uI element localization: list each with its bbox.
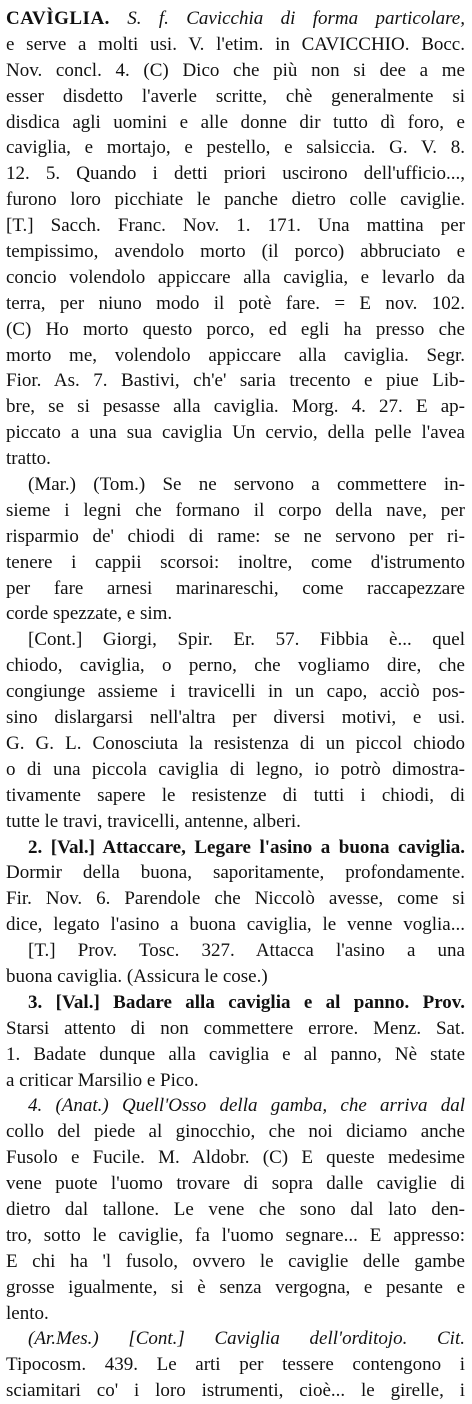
text-line: Nov. concl. 4. (C) Dico che più non si dee a me [6, 59, 465, 81]
text-line: tro, sotto le caviglie, fa l'uomo segnare... E appresso: [6, 1224, 465, 1246]
text-line: sciamitari co' i loro istrumenti, cioè... le girelle, i [6, 1380, 465, 1402]
text-line: bre, se si pesasse alla caviglia. Morg. 4. 27. E ap- [6, 396, 465, 418]
headword: CAVÌGLIA. [6, 8, 110, 29]
text-line: 12. 5. Quando i detti priori uscirono dell'ufficio..., [6, 163, 465, 185]
text-line: lento. [6, 1302, 49, 1324]
sense-2-label: 2. [Val.] Attaccare, Legare l'asino a buona caviglia. [28, 836, 465, 858]
text-line: terra, per niuno modo il potè fare. = E nov. 102. [6, 292, 465, 314]
sense-2-body [6, 860, 465, 989]
entry-first-line [6, 6, 465, 32]
text-line: esser disdetto l'averle scritte, chè generalmente si [6, 85, 465, 107]
text-line: o di una piccola caviglia di legno, io potrò dimostra- [6, 758, 465, 780]
text-line: dice, legato l'asino a buona caviglia, le venne voglia... [6, 914, 465, 936]
text-line: collo del piede al ginocchio, che noi diciamo anche [6, 1121, 465, 1143]
text-line: risparmio de' chiodi di rame: se ne servono per ri- [6, 525, 465, 547]
sense-5-body [6, 1352, 465, 1404]
text-line: Fior. As. 7. Bastivi, ch'e' saria trecento e piue Lib- [6, 370, 465, 392]
text-line: corde spezzate, e sim. [6, 603, 173, 625]
text-line: 1. Badate dunque alla caviglia e al panno, Nè state [6, 1043, 465, 1065]
text-line: tivamente sapere le resistenze di tutti i chiodi, di [6, 784, 465, 806]
text-line: Tipocosm. 439. Le arti per tessere contengono i [6, 1354, 465, 1376]
sense-3-body [6, 1016, 465, 1094]
text-line: G. G. L. Conosciuta la resistenza di un piccol chiodo [6, 732, 465, 754]
sense-4-body [6, 1119, 465, 1326]
sense-5-label: (Ar.Mes.) [Cont.] Caviglia dell'orditojo. Cit. [28, 1328, 465, 1350]
text-line: vene puote l'uomo trovare di sopra dalle caviglie di [6, 1173, 465, 1195]
sense-3-heading [6, 990, 465, 1016]
text-line: concio volendolo appiccare alla caviglia, e levarlo da [6, 266, 465, 288]
text-line: disdica agli uomini e alle donne dir tutto dì foro, e [6, 111, 465, 133]
sense-4-heading [6, 1093, 465, 1119]
entry-body [6, 32, 465, 835]
text-line: congiunge assieme i travicelli in un capo, acciò pos- [6, 681, 465, 703]
text-line: dietro dal tallone. Le vene che sono dal lato den- [6, 1198, 465, 1220]
text-line: tempissimo, avendolo morto (il porco) abbruciato e [6, 241, 465, 263]
text-line: grosse igualmente, si è senza vergogna, e pesante e [6, 1276, 465, 1298]
sense-4-label: 4. (Anat.) Quell'Osso della gamba, che arriva dal [28, 1095, 465, 1117]
text-line: E chi ha 'l fusolo, ovvero le caviglie delle gambe [6, 1250, 465, 1272]
text-line: [T.] Prov. Tosc. 327. Attacca l'asino a una [28, 940, 465, 962]
text-line: tutte le travi, travicelli, antenne, alberi. [6, 810, 301, 832]
text-line: buona caviglia. (Assicura le cose.) [6, 965, 268, 987]
text-line: morto me, volendolo appiccare alla caviglia. Segr. [6, 344, 465, 366]
text-line: (C) Ho morto questo porco, ed egli ha presso che [6, 318, 465, 340]
text-line: [Cont.] Giorgi, Spir. Er. 57. Fibbia è... quel [28, 629, 465, 651]
text-line: Dormir della buona, saporitamente, profondamente. [6, 862, 465, 884]
text-line: piccato a una sua caviglia Un cervio, della pelle l'avea [6, 422, 465, 444]
sense-2-heading [6, 835, 465, 861]
entry-definition-start: S. f. Cavicchia di forma particolare, [127, 8, 465, 29]
text-line: tratto. [6, 448, 51, 470]
text-line: Starsi attento di non commettere errore. Menz. Sat. [6, 1017, 465, 1039]
sense-5-heading [6, 1326, 465, 1352]
text-line: Fusolo e Fucile. M. Aldobr. (C) E queste medesime [6, 1147, 465, 1169]
text-line: Fir. Nov. 6. Parendole che Niccolò avesse, come si [6, 888, 465, 910]
text-line: furono loro picchiate le panche dietro colle caviglie. [6, 189, 465, 211]
text-line: a criticar Marsilio e Pico. [6, 1069, 199, 1091]
text-line: chiodo, caviglia, o perno, che vogliamo dire, che [6, 655, 465, 677]
text-line: tenere i cappii scorsoi: inoltre, come d'istrumento [6, 551, 465, 573]
text-line: sieme i legni che formano il corpo della nave, per [6, 499, 465, 521]
text-line: caviglia, e mortajo, e pestello, e salsiccia. G. V. 8. [6, 137, 465, 159]
text-line: (Mar.) (Tom.) Se ne servono a commettere in- [28, 474, 465, 496]
text-line: per fare arnesi marinareschi, come raccapezzare [6, 577, 465, 599]
text-line: [T.] Sacch. Franc. Nov. 1. 171. Una mattina per [6, 215, 465, 237]
text-line: e serve a molti usi. V. l'etim. in CAVICCHIO. Bocc. [6, 33, 465, 55]
sense-3-label: 3. [Val.] Badare alla caviglia e al panno. Prov. [28, 991, 465, 1013]
text-line: sino dislargarsi nell'altra per diversi motivi, e usi. [6, 707, 465, 729]
